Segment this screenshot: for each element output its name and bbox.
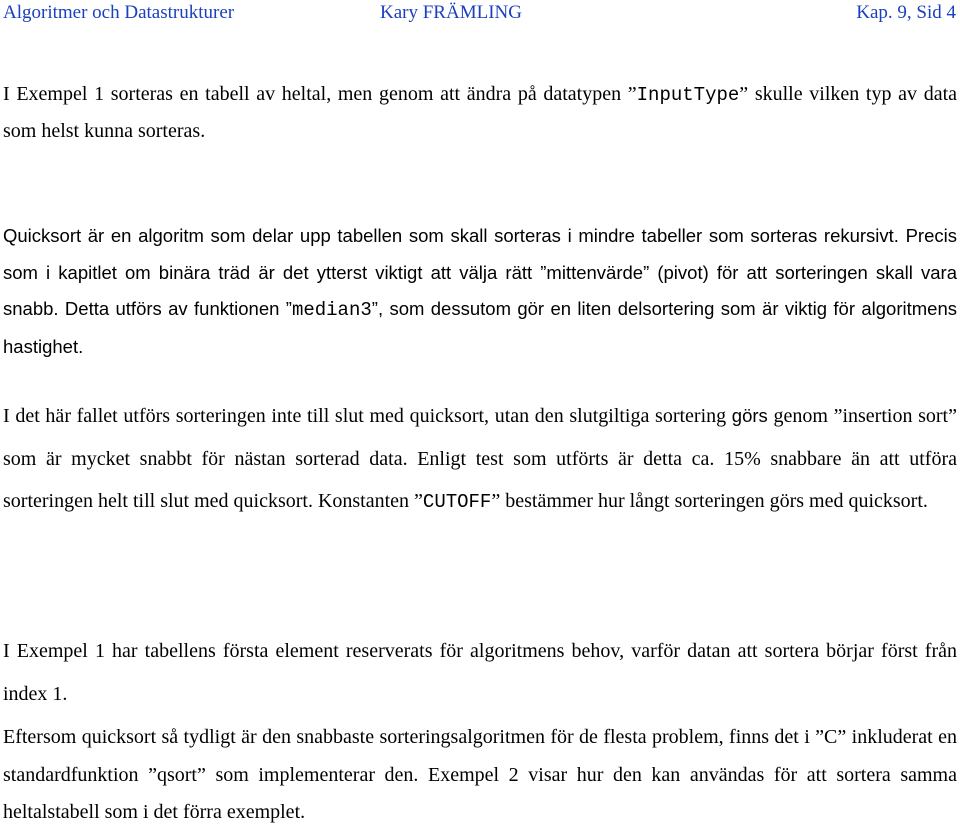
paragraph-insertion-sort — [3, 395, 957, 524]
header-chapter-page: Kap. 9, Sid 4 — [856, 2, 956, 23]
paragraph-text: Eftersom quicksort så tydligt är den snabbaste sorteringsalgoritmen för de flesta problem, finns det i ”C” inkluderat en standardfunktion ”qsort” som implementerar den. Exempel 2 visar hur den kan användas för att sortera samma heltalstabell som i det förra exemplet. — [3, 726, 957, 823]
paragraph-word-gors: görs — [731, 405, 768, 426]
paragraph-qsort — [3, 719, 957, 832]
paragraph-text: Quicksort är en algoritm som delar upp tabellen som skall sorteras i mindre tabeller som sorteras rekursivt. Precis som i kapitlet om binära träd är det ytterst viktigt att välja rätt ”mittenvärde” (pivot) för att sorteringen skall vara snabb. Detta utförs av funktionen ” — [3, 225, 957, 319]
paragraph-text: I Exempel 1 har tabellens första element reserverats för algoritmens behov, varför datan att sortera börjar först från index 1. — [3, 640, 957, 705]
header-author: Kary FRÄMLING — [380, 2, 522, 23]
paragraph-quicksort-intro — [3, 218, 957, 365]
header-course-title: Algoritmer och Datastrukturer — [3, 2, 235, 23]
paragraph-text: ” skulle vilken typ av data som helst kunna sorteras. — [3, 83, 958, 142]
page-header — [0, 2, 960, 26]
paragraph-text: I Exempel 1 sorteras en tabell av heltal, men genom att ändra på datatypen ” — [3, 83, 637, 105]
paragraph-text: genom ”insertion sort” som är mycket snabbt för nästan sorterad data. Enligt test som utförts är detta ca. 15% snabbare än att utföra sorteringen helt till slut med quicksort. Konstanten ” — [3, 405, 957, 512]
paragraph-input-type — [3, 76, 957, 149]
code-inputtype: InputType — [636, 84, 740, 106]
paragraph-reserved-element — [3, 630, 957, 716]
paragraph-text: ”, som dessutom gör en liten delsortering som är viktig för algoritmens hastighet. — [3, 298, 957, 357]
paragraph-text: ” bestämmer hur långt sorteringen görs med quicksort. — [491, 490, 928, 512]
paragraph-text: I det här fallet utförs sorteringen inte till slut med quicksort, utan den slutgiltiga sortering — [3, 405, 732, 427]
code-cutoff: CUTOFF — [422, 491, 492, 513]
code-median3: median3 — [291, 299, 372, 321]
